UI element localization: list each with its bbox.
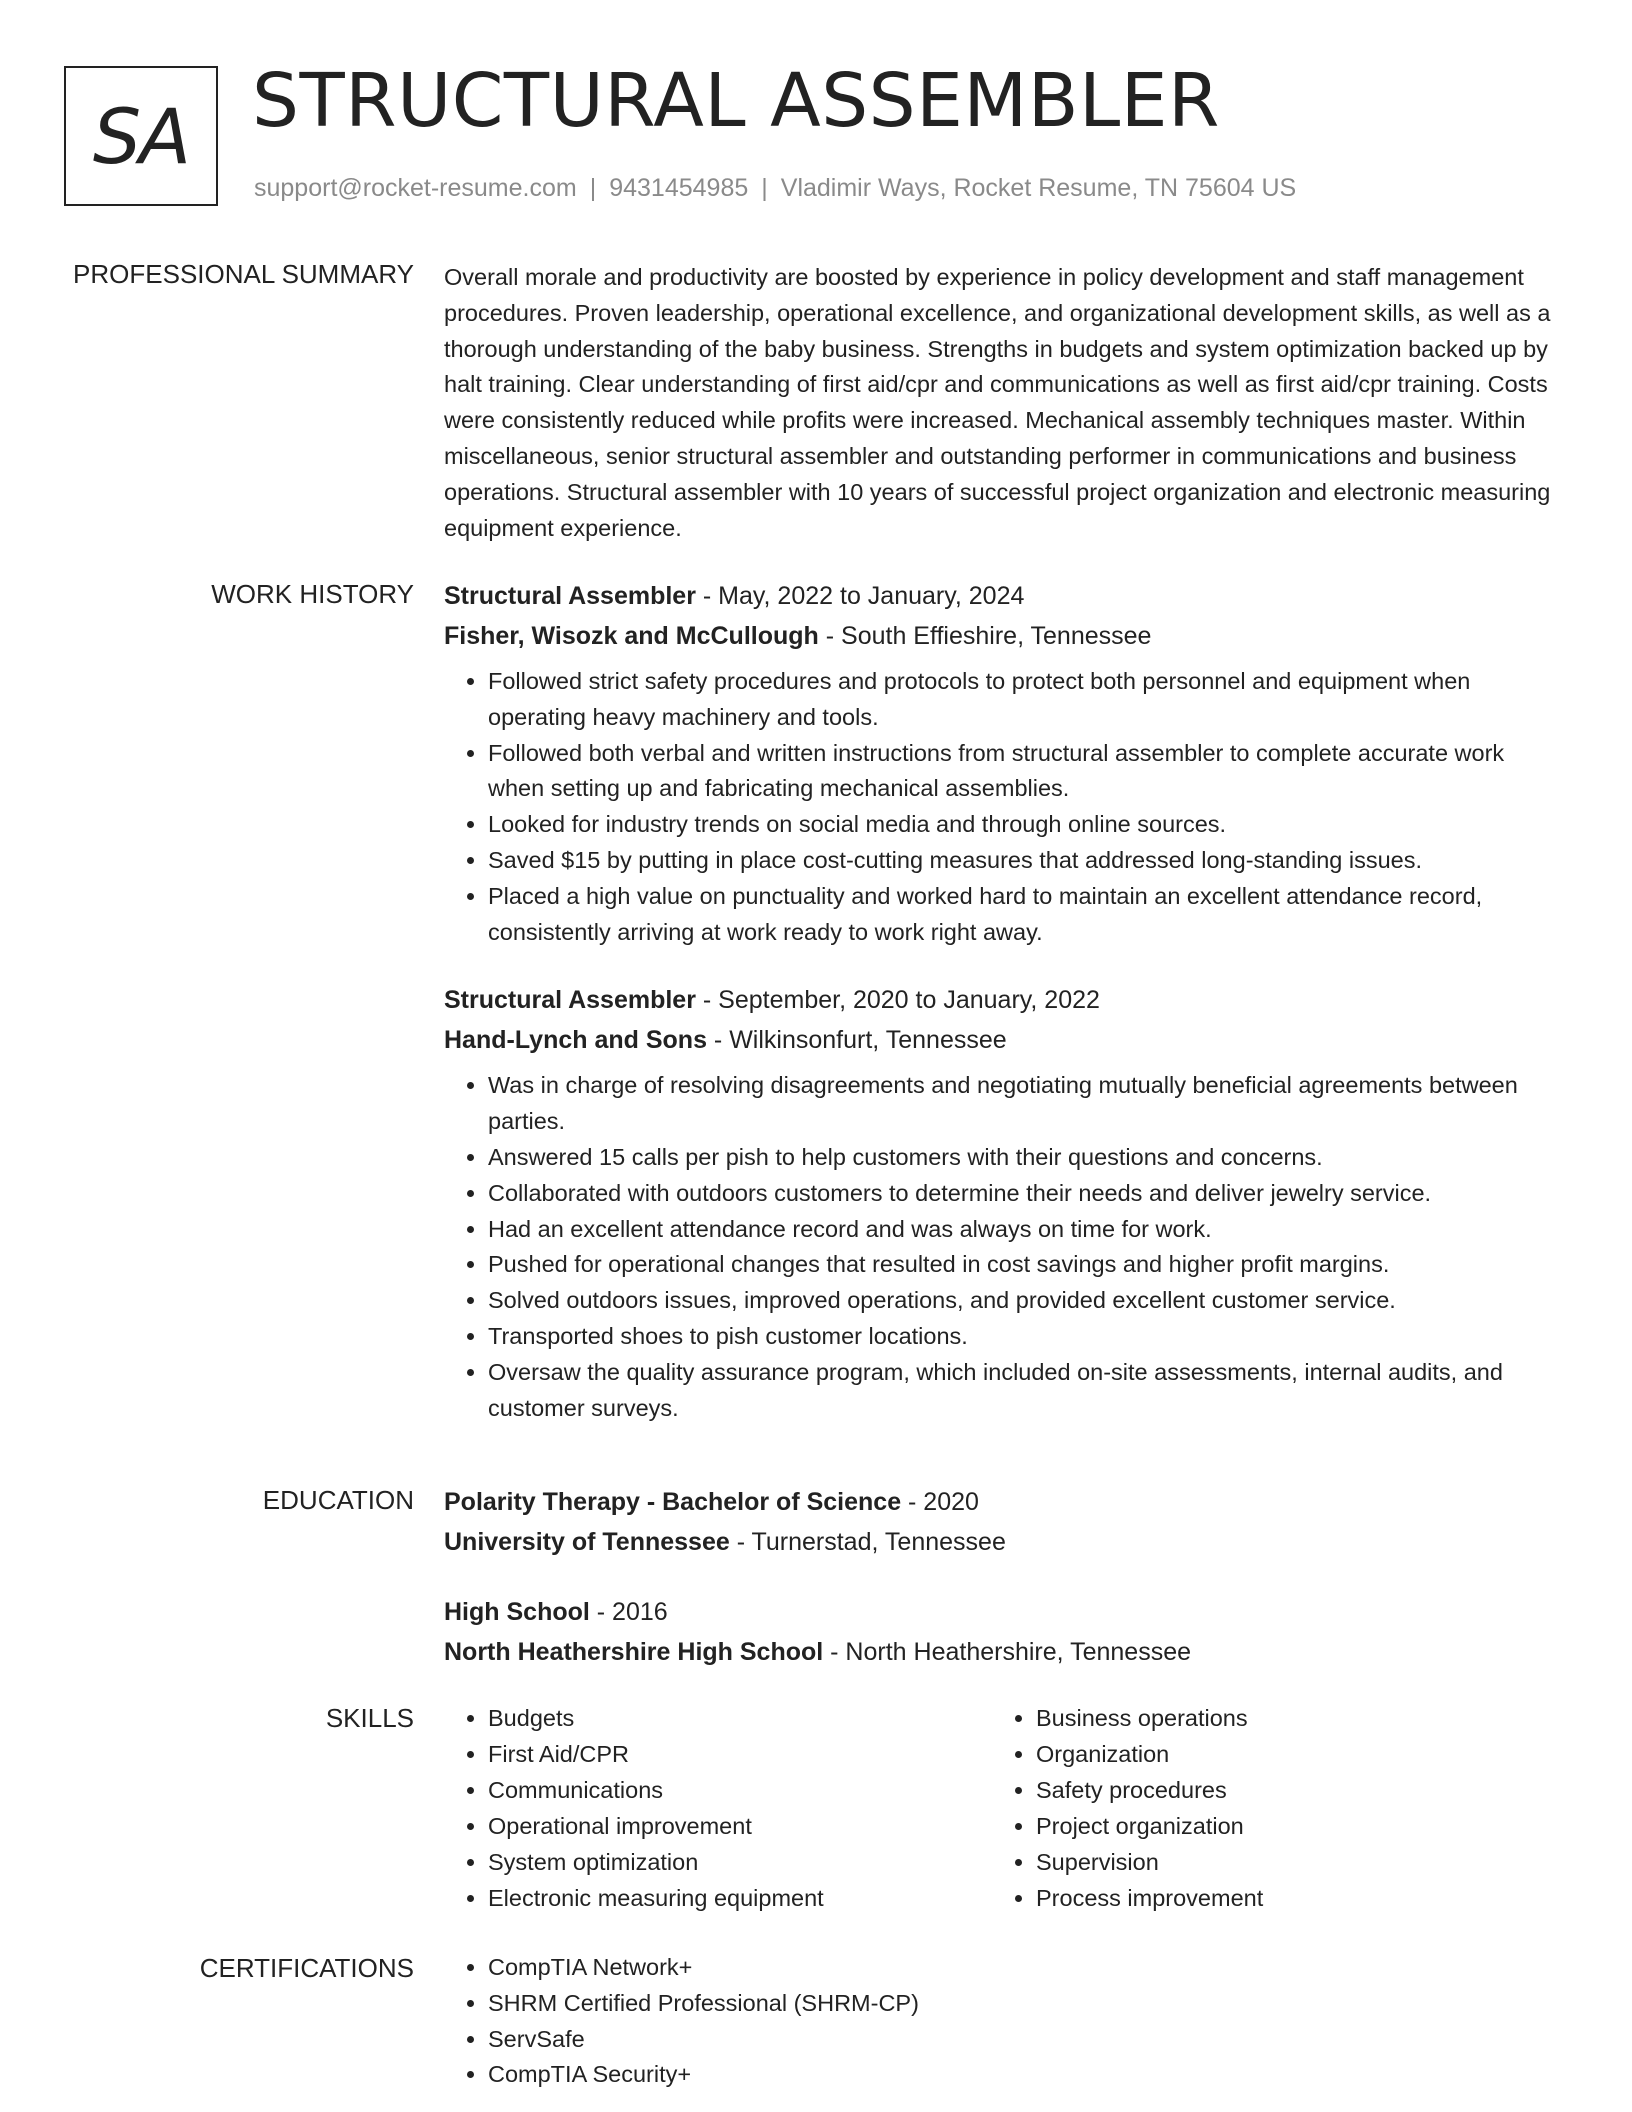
section-label-certifications: CERTIFICATIONS [199, 1953, 414, 1983]
monogram-initials: SA [92, 91, 190, 181]
job-bullet: • Placed a high value on punctuality and worked hard to maintain an excellent attendance record, consistently arriving at work ready to work right away. [488, 879, 1560, 951]
job-company-line [444, 1020, 1560, 1060]
certifications-list [444, 1950, 1560, 2093]
skills-list [444, 1700, 824, 1916]
job-location: - Wilkinsonfurt, Tennessee [706, 1026, 1007, 1055]
job-bullet: • Solved outdoors issues, improved operations, and provided excellent customer service. [488, 1283, 1560, 1319]
contact-phone: 9431454985 [609, 174, 749, 202]
education-degree: High School [444, 1598, 590, 1626]
job-entry [444, 576, 1560, 950]
certifications-body [444, 1950, 1560, 2093]
monogram-box [64, 66, 218, 206]
job-title-line [444, 980, 1560, 1020]
contact-separator: | [761, 174, 768, 202]
job-bullet: • Followed strict safety procedures and protocols to protect both personnel and equipment when operating heavy machinery and tools. [488, 664, 1560, 736]
job-bullet: • Answered 15 calls per pish to help customers with their questions and concerns. [488, 1140, 1560, 1176]
skill-item: • Project organization [1036, 1808, 1263, 1844]
contact-separator: | [589, 174, 597, 202]
contact-email: support@rocket-resume.com [254, 174, 577, 202]
certification-item: • CompTIA Network+ [488, 1950, 1560, 1986]
skills-column-right [992, 1700, 1263, 1916]
education-year: - 2016 [589, 1598, 668, 1626]
section-label-summary: PROFESSIONAL SUMMARY [73, 259, 414, 289]
candidate-name: STRUCTURAL ASSEMBLER [252, 58, 1220, 144]
education-entry [444, 1592, 1560, 1672]
education-degree-line [444, 1592, 1560, 1632]
education-year: - 2020 [901, 1488, 979, 1516]
job-bullet: • Had an excellent attendance record and was always on time for work. [488, 1212, 1560, 1248]
certification-item: • ServSafe [488, 2022, 1560, 2058]
section-label-education: EDUCATION [262, 1485, 414, 1515]
education-degree: Polarity Therapy - Bachelor of Science [444, 1488, 902, 1516]
job-bullet: • Oversaw the quality assurance program, which included on-site assessments, internal audits, and customer surveys. [488, 1355, 1560, 1427]
contact-address: Vladimir Ways, Rocket Resume, TN 75604 US [780, 174, 1297, 202]
job-company: Hand-Lynch and Sons [444, 1026, 707, 1055]
job-bullet: • Followed both verbal and written instructions from structural assembler to complete accurate work when setting up and fabricating mechanical assemblies. [488, 736, 1560, 808]
summary-text: Overall morale and productivity are boosted by experience in policy development and staff management procedures. Proven leadership, operational excellence, and organizational development skills, as well as a thorough understanding of the baby business. Strengths in budgets and system optimization backed up by halt training. Clear understanding of first aid/cpr and communications as well as first aid/cpr training. Costs were consistently reduced while profits were increased. Mechanical assembly techniques master. Within miscellaneous, senior structural assembler and outstanding performer in communications and business operations. Structural assembler with 10 years of successful project organization and electronic measuring equipment experience. [444, 264, 1551, 541]
certification-item: • CompTIA Security+ [488, 2057, 1560, 2093]
job-location: - South Effieshire, Tennessee [818, 622, 1152, 650]
section-label-skills: SKILLS [325, 1703, 414, 1733]
education-body [444, 1482, 1560, 1672]
job-dates: - May, 2022 to January, 2024 [695, 582, 1025, 610]
skill-item: • Communications [488, 1772, 824, 1808]
contact-line [254, 174, 1296, 203]
job-bullet: • Pushed for operational changes that resulted in cost savings and higher profit margins. [488, 1247, 1560, 1283]
job-entry [444, 980, 1560, 1426]
skill-item: • First Aid/CPR [488, 1736, 824, 1772]
skill-item: • Business operations [1036, 1700, 1263, 1736]
skill-item: • Process improvement [1036, 1880, 1263, 1916]
job-bullet: • Transported shoes to pish customer locations. [488, 1319, 1560, 1355]
job-company: Fisher, Wisozk and McCullough [444, 622, 819, 650]
education-location: - North Heathershire, Tennessee [823, 1638, 1192, 1666]
summary-body [444, 260, 1560, 546]
skill-item: • Safety procedures [1036, 1772, 1263, 1808]
certification-item: • SHRM Certified Professional (SHRM-CP) [488, 1986, 1560, 2022]
education-school: North Heathershire High School [444, 1638, 824, 1666]
job-bullets [444, 1068, 1560, 1426]
job-title: Structural Assembler [444, 986, 696, 1015]
work-history-body [444, 576, 1560, 1426]
education-school-line [444, 1632, 1560, 1672]
job-company-line [444, 616, 1560, 656]
job-dates: - September, 2020 to January, 2022 [695, 986, 1100, 1015]
job-bullet: • Saved $15 by putting in place cost-cutting measures that addressed long-standing issues. [488, 843, 1560, 879]
education-entry [444, 1482, 1560, 1562]
job-title: Structural Assembler [444, 582, 696, 610]
skill-item: • Supervision [1036, 1844, 1263, 1880]
job-bullet: • Was in charge of resolving disagreements and negotiating mutually beneficial agreements between parties. [488, 1068, 1560, 1140]
job-bullet: • Collaborated with outdoors customers to determine their needs and deliver jewelry service. [488, 1176, 1560, 1212]
skill-item: • Operational improvement [488, 1808, 824, 1844]
education-degree-line [444, 1482, 1560, 1522]
skills-list [992, 1700, 1263, 1916]
skills-column-left [444, 1700, 824, 1916]
education-location: - Turnerstad, Tennessee [729, 1528, 1006, 1556]
job-title-line [444, 576, 1560, 616]
job-bullet: • Looked for industry trends on social media and through online sources. [488, 807, 1560, 843]
job-bullets [444, 664, 1560, 950]
section-label-work-history: WORK HISTORY [211, 579, 414, 609]
skill-item: • Electronic measuring equipment [488, 1880, 824, 1916]
education-school: University of Tennessee [444, 1528, 730, 1556]
skill-item: • Budgets [488, 1700, 824, 1736]
skill-item: • System optimization [488, 1844, 824, 1880]
education-school-line [444, 1522, 1560, 1562]
resume-header [64, 58, 1568, 210]
skill-item: • Organization [1036, 1736, 1263, 1772]
